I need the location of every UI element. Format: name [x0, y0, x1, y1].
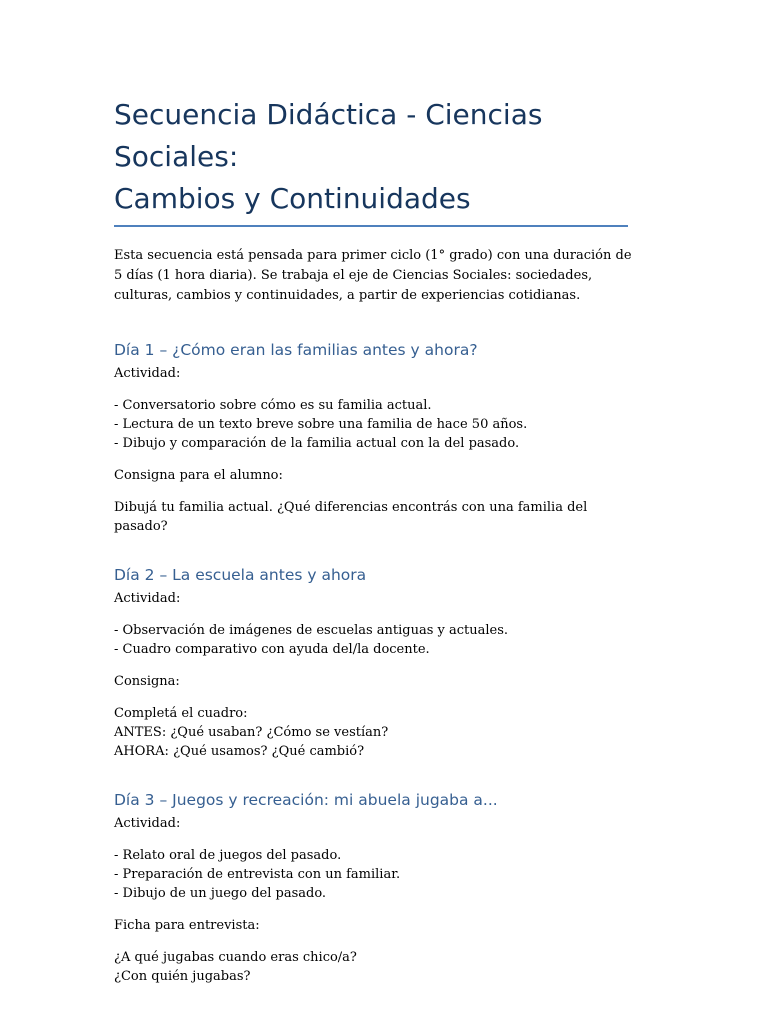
- question-line: ¿Con quién jugabas?: [114, 969, 251, 984]
- list-item: - Relato oral de juegos del pasado.: [114, 848, 342, 863]
- day-1-consigna-label: Consigna para el alumno:: [114, 468, 283, 483]
- day-3-activity-list: [114, 846, 634, 903]
- list-item: - Dibujo y comparación de la familia actual con la del pasado.: [114, 436, 520, 451]
- day-1-consigna: Dibujá tu familia actual. ¿Qué diferencias encontrás con una familia del pasado?: [114, 500, 588, 534]
- question-line: ¿A qué jugabas cuando eras chico/a?: [114, 950, 357, 965]
- consigna-line: ANTES: ¿Qué usaban? ¿Cómo se vestían?: [114, 725, 389, 740]
- document-title: [114, 94, 634, 220]
- intro-paragraph: Esta secuencia está pensada para primer ciclo (1° grado) con una duración de 5 días (1 hora diaria). Se trabaja el eje de Ciencias Sociales: sociedades, culturas, cambios y continuidades, a partir de experiencias cotidianas.: [114, 248, 632, 303]
- day-2-section: [114, 565, 634, 761]
- list-item: - Observación de imágenes de escuelas antiguas y actuales.: [114, 623, 509, 638]
- list-item: - Conversatorio sobre cómo es su familia actual.: [114, 398, 432, 413]
- day-2-consigna: [114, 704, 634, 761]
- day-1-section: [114, 340, 634, 536]
- day-1-activity-label: Actividad:: [114, 366, 181, 381]
- day-3-ficha-label: Ficha para entrevista:: [114, 918, 260, 933]
- document-page: [114, 94, 634, 986]
- day-2-activity-label: Actividad:: [114, 591, 181, 606]
- title-line-1: Secuencia Didáctica - Ciencias Sociales:: [114, 98, 543, 173]
- day-3-interview-questions: [114, 948, 634, 986]
- list-item: - Dibujo de un juego del pasado.: [114, 886, 327, 901]
- title-line-2: Cambios y Continuidades: [114, 182, 471, 215]
- list-item: - Cuadro comparativo con ayuda del/la docente.: [114, 642, 430, 657]
- day-1-activity-list: [114, 396, 634, 453]
- day-3-heading: Día 3 – Juegos y recreación: mi abuela jugaba a...: [114, 791, 498, 809]
- day-2-heading: Día 2 – La escuela antes y ahora: [114, 566, 367, 584]
- day-2-activity-list: [114, 621, 634, 659]
- consigna-line: Completá el cuadro:: [114, 706, 248, 721]
- day-3-section: [114, 790, 634, 986]
- day-1-heading: Día 1 – ¿Cómo eran las familias antes y ahora?: [114, 341, 478, 359]
- title-underline: [114, 225, 628, 227]
- day-2-consigna-label: Consigna:: [114, 674, 180, 689]
- list-item: - Preparación de entrevista con un familiar.: [114, 867, 401, 882]
- list-item: - Lectura de un texto breve sobre una familia de hace 50 años.: [114, 417, 528, 432]
- consigna-line: AHORA: ¿Qué usamos? ¿Qué cambió?: [114, 744, 365, 759]
- day-3-activity-label: Actividad:: [114, 816, 181, 831]
